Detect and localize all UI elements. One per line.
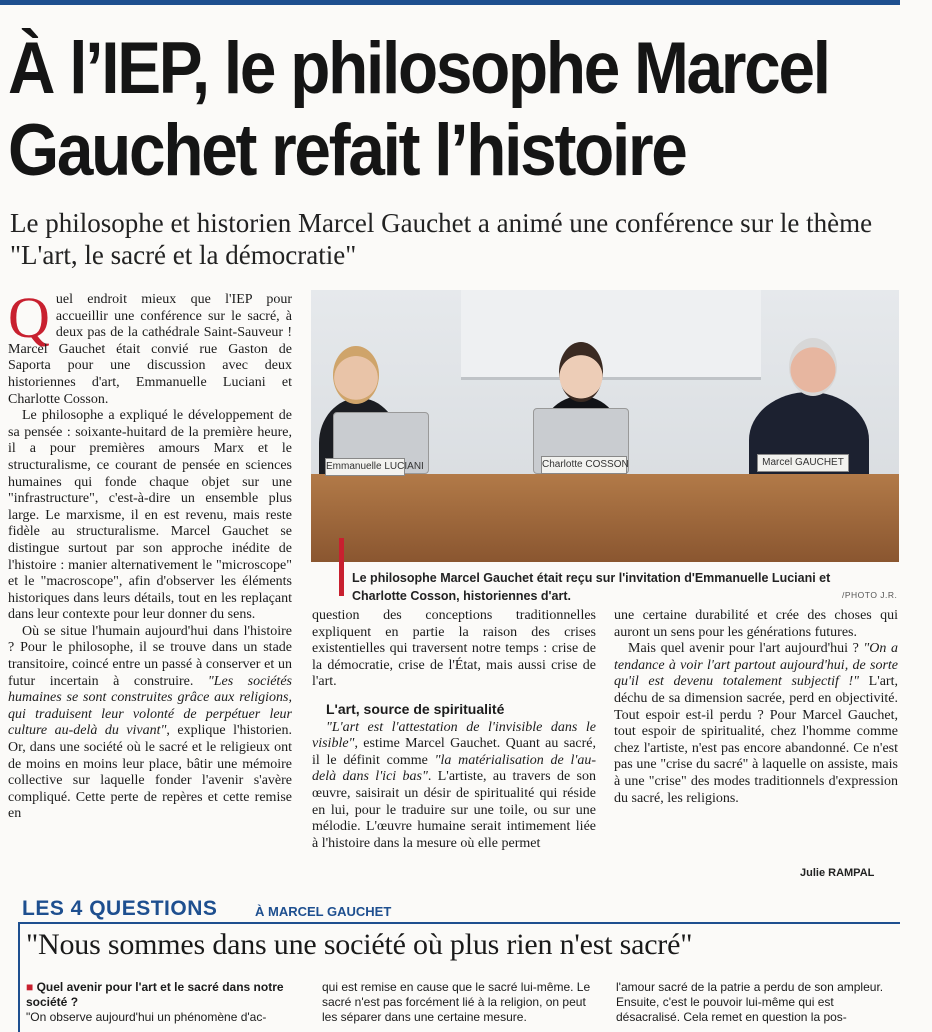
interview-question-1 <box>26 980 306 1010</box>
drop-cap: Q <box>8 285 50 350</box>
article-author: Julie RAMPAL <box>800 867 875 879</box>
nameplate-cosson: Charlotte COSSON <box>541 456 627 474</box>
paragraph-5-quote-2: "la matérialisation de l'au-delà dans l'ici bas" <box>312 752 596 785</box>
article-column-2 <box>312 608 596 852</box>
article-paragraph-1 <box>8 285 292 408</box>
nameplate-luciani: Emmanuelle LUCIANI <box>325 458 405 476</box>
article-paragraph-5 <box>312 720 596 853</box>
nameplate-gauchet: Marcel GAUCHET <box>757 454 849 472</box>
interview-column-1 <box>26 980 306 1025</box>
paragraph-1-text: uel endroit mieux que l'IEP pour accueillir une conférence sur le sacré, à deux pas de la cathédrale Saint-Sauveur ! Marcel Gauchet était convié rue Gaston de Saporta pour une discussion avec deux historiennes d'art, Emmanuelle Luciani et Charlotte Cosson. <box>8 292 292 407</box>
interview-column-2: qui est remise en cause que le sacré lui-même. Le sacré n'est pas forcément lié à la religion, on peut les séparer dans une certaine mesure. <box>322 980 591 1024</box>
article-paragraph-7 <box>614 641 898 807</box>
photo-caption: Le philosophe Marcel Gauchet était reçu sur l'invitation d'Emmanuelle Luciani et Charlotte Cosson, historiennes d'art. <box>352 571 831 603</box>
section-subtitle: L'art, source de spiritualité <box>326 700 505 717</box>
paragraph-5-quote: "L'art est l'attestation de l'invisible dans le visible" <box>312 719 596 752</box>
photo-head-right <box>789 338 837 396</box>
article-paragraph-3 <box>8 624 292 823</box>
article-column-3 <box>614 608 898 807</box>
article-column-1 <box>8 285 292 823</box>
top-rule <box>0 0 900 5</box>
paragraph-5-text-a: , estime Marcel Gauchet. Quant au sacré, il le définit comme <box>312 736 596 768</box>
paragraph-3-text-a: Où se situe l'humain aujourd'hui dans l'histoire ? Pour le philosophe, il se trouve dans un stade transitoire, coincé entre un passé à conserver et un futur incertain à construire. <box>8 623 292 689</box>
questions-subheading: À MARCEL GAUCHET <box>255 904 392 919</box>
paragraph-3-quote: "Les sociétés humaines se sont construites grâce aux religions, qui traduisent leur volonté de perpétuer leur culture au-delà du vivant" <box>8 673 292 739</box>
conference-photo <box>311 290 899 562</box>
caption-marker <box>339 538 344 596</box>
paragraph-7-text-a: Mais quel avenir pour l'art aujourd'hui ? <box>628 641 864 657</box>
question-marker-icon: ■ <box>26 980 37 994</box>
article-paragraph-4: question des conceptions traditionnelles expliquent en partie la raison des crises existentielles qui traversent notre temps : crise de la démocratie, crise de l'État, mais aussi crise de l'art. <box>312 608 596 690</box>
question-1-text: Quel avenir pour l'art et le sacré dans notre société ? <box>26 980 284 1009</box>
photo-desk <box>311 474 899 562</box>
photo-credit: /PHOTO J.R. <box>842 590 898 600</box>
paragraph-7-quote: "On a tendance à voir l'art partout aujourd'hui, de sorte qu'il est devenu totalement subjectif !" <box>614 641 898 690</box>
photo-whiteboard <box>461 290 761 380</box>
headline <box>8 28 829 192</box>
photo-head-middle <box>559 342 603 402</box>
headline-text: À l’IEP, le philosophe Marcel Gauchet refait l’histoire <box>8 28 829 191</box>
interview-answer-1: "On observe aujourd'hui un phénomène d'ac- <box>26 1010 267 1024</box>
paragraph-3-text-b: , explique l'historien. Or, dans une société où le sacré et le religieux ont de moins en moins leur place, bâtir une mémoire collective sur laquelle fonder l'avenir s'avère compliqué. Cette perte de repères et cette remise en <box>8 723 292 822</box>
article-paragraph-6: une certaine durabilité et crée des choses qui auront un sens pour les générations futures. <box>614 608 898 640</box>
interview-quote: "Nous sommes dans une société où plus rien n'est sacré" <box>26 928 693 961</box>
questions-heading: LES 4 QUESTIONS <box>22 897 218 920</box>
subhead: Le philosophe et historien Marcel Gauchet a animé une conférence sur le thème "L'art, le sacré et la démocratie" <box>10 208 873 270</box>
paragraph-7-text-b: L'art, déchu de sa dimension sacrée, perd en objectivité. Tout espoir est-il perdu ? Pour Marcel Gauchet, tout espoir de spiritualité, chez l'homme comme chez l'artiste, n'est pas encore abandonné. Ce n'est pas une "crise du sacré" à laquelle on assiste, mais à une "crise" des modes traditionnels d'expression du sacré, les religions. <box>614 674 898 806</box>
paragraph-5-text-b: . L'artiste, au travers de son œuvre, saisirait un désir de spiritualité qui réside en lui, pour le traduire sur une toile, ou sur une mélodie. L'œuvre humaine serait intimement liée à l'histoire dans la mesure où elle permet <box>312 769 596 851</box>
interview-column-3: l'amour sacré de la patrie a perdu de son ampleur. Ensuite, c'est le pouvoir lui-même qui est désacralisé. Cela remet en question la pos- <box>616 980 884 1024</box>
photo-head-left <box>333 346 379 404</box>
article-paragraph-2: Le philosophe a expliqué le développement de sa pensée : soixante-huitard de la première heure, il a pour premières amours Marx et le structuralisme, ce courant de pensée en sciences humaines qui fonde chaque objet sur une "infrastructure", c'est-à-dire un ensemble plus large. Le marxisme, il en est revenu, mais reste fidèle au structuralisme. Marcel Gauchet se distingue surtout par son approche inédite de l'histoire : manier alternativement le "microscope" et le "macroscope", afin d'observer les éléments historiques dans leurs détails, tout en les replaçant dans leur contexte pour leur donner du sens. <box>8 408 292 623</box>
